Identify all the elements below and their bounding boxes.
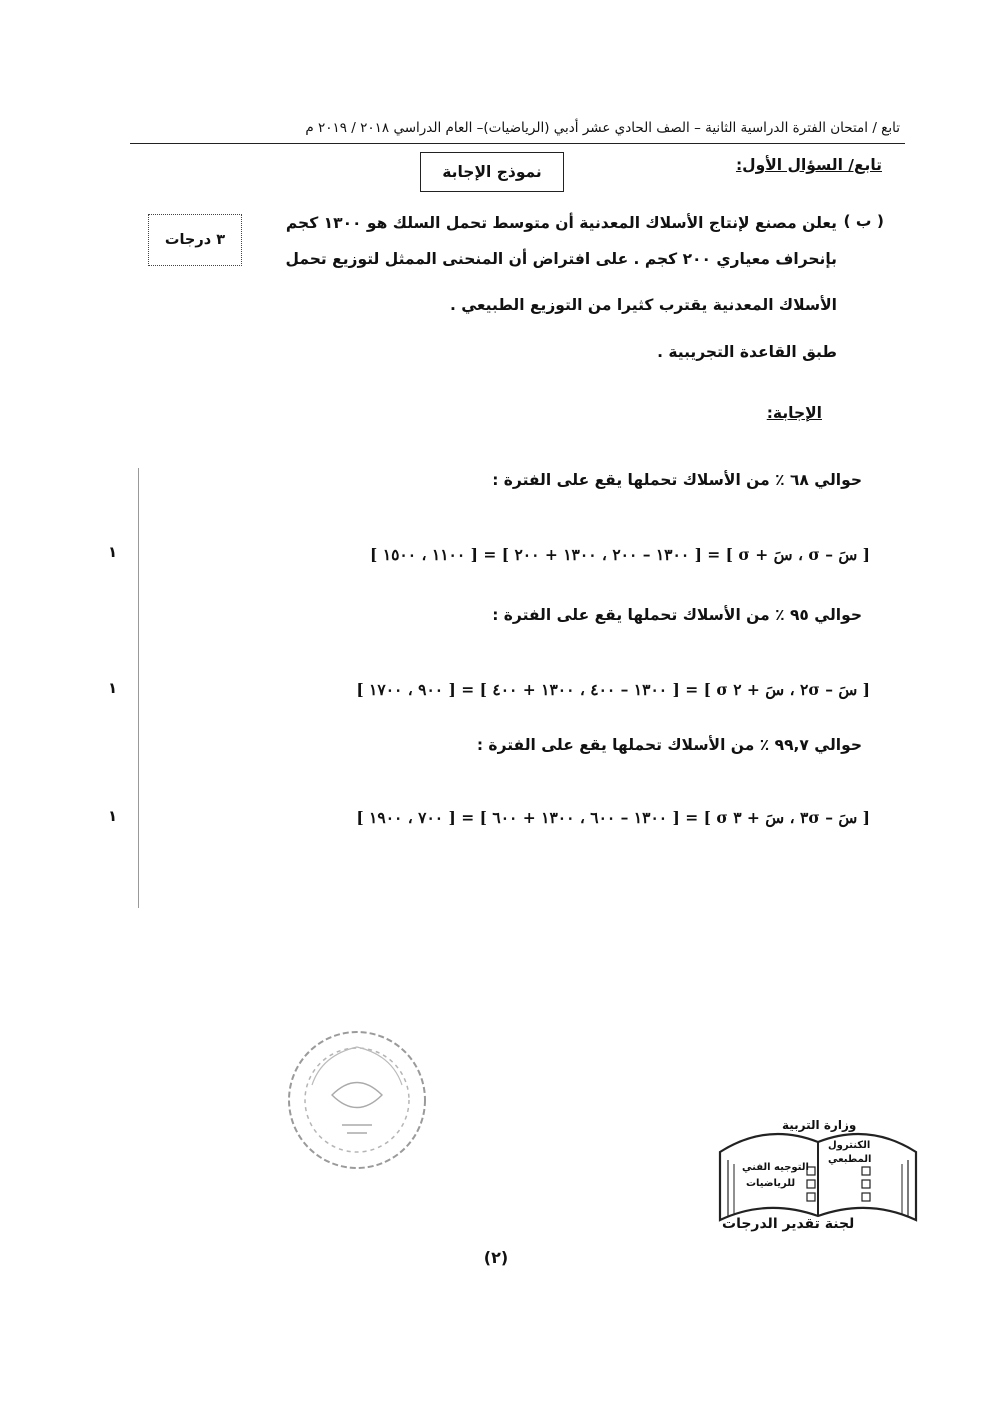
grade-box: ٣ درجات	[148, 214, 242, 266]
problem-line-1: يعلن مصنع لإنتاج الأسلاك المعدنية أن متوسط تحمل السلك هو ١٣٠٠ كجم	[285, 214, 837, 232]
stamp-left-1: التوجيه الفني	[742, 1162, 809, 1173]
problem-line-4: طبق القاعدة التجريبية .	[657, 343, 837, 361]
stamp-right-1: الكنترول	[828, 1140, 871, 1151]
problem-line-2: بإنحراف معياري ٢٠٠ كجم . على افتراض أن المنحنى الممثل لتوزيع تحمل	[285, 250, 837, 268]
step-1-formula: [ سَ – σ ، سَ + σ ] = [ ١٣٠٠ – ٢٠٠ ، ١٣٠٠ + ٢٠٠ ] = [ ١١٠٠ ، ١٥٠٠ ]	[370, 545, 870, 564]
step-3-text: حوالي ٩٩,٧ ٪ من الأسلاك تحملها يقع على الفترة :	[476, 736, 862, 754]
stamp-top-text: وزارة التربية	[782, 1118, 857, 1132]
part-label: ( ب )	[843, 212, 884, 230]
stamp-right-2: المطبعي	[828, 1154, 872, 1165]
score-margin-rule	[138, 468, 139, 908]
model-answer-box: نموذج الإجابة	[420, 152, 564, 192]
step-3-score: ١	[108, 807, 118, 825]
answer-title: الإجابة:	[766, 404, 822, 422]
question-label: تابع/ السؤال الأول:	[735, 156, 882, 174]
step-2-formula: [ سَ – ٢σ ، سَ + ٢ σ ] = [ ١٣٠٠ – ٤٠٠ ، ١٣٠٠ + ٤٠٠ ] = [ ٩٠٠ ، ١٧٠٠ ]	[356, 680, 870, 699]
step-1-score: ١	[108, 543, 118, 561]
exam-header: تابع / امتحان الفترة الدراسية الثانية – الصف الحادي عشر أدبي (الرياضيات)– العام الدراسي ٢٠١٨ / ٢٠١٩ م	[305, 120, 900, 136]
grading-committee-stamp	[712, 1112, 924, 1242]
header-divider	[130, 143, 905, 144]
step-2-text: حوالي ٩٥ ٪ من الأسلاك تحملها يقع على الفترة :	[492, 606, 862, 624]
step-3-formula: [ سَ – ٣σ ، سَ + ٣ σ ] = [ ١٣٠٠ – ٦٠٠ ، ١٣٠٠ + ٦٠٠ ] = [ ٧٠٠ ، ١٩٠٠ ]	[356, 808, 870, 827]
stamp-bottom-text: لجنة تقدير الدرجات	[722, 1216, 855, 1232]
page-number: (٢)	[483, 1248, 509, 1267]
round-stamp	[282, 1025, 432, 1175]
stamp-left-2: للرياضيات	[746, 1178, 796, 1189]
problem-line-3: الأسلاك المعدنية يقترب كثيرا من التوزيع الطبيعي .	[449, 296, 837, 314]
step-2-score: ١	[108, 679, 118, 697]
step-1-text: حوالي ٦٨ ٪ من الأسلاك تحملها يقع على الفترة :	[492, 471, 862, 489]
